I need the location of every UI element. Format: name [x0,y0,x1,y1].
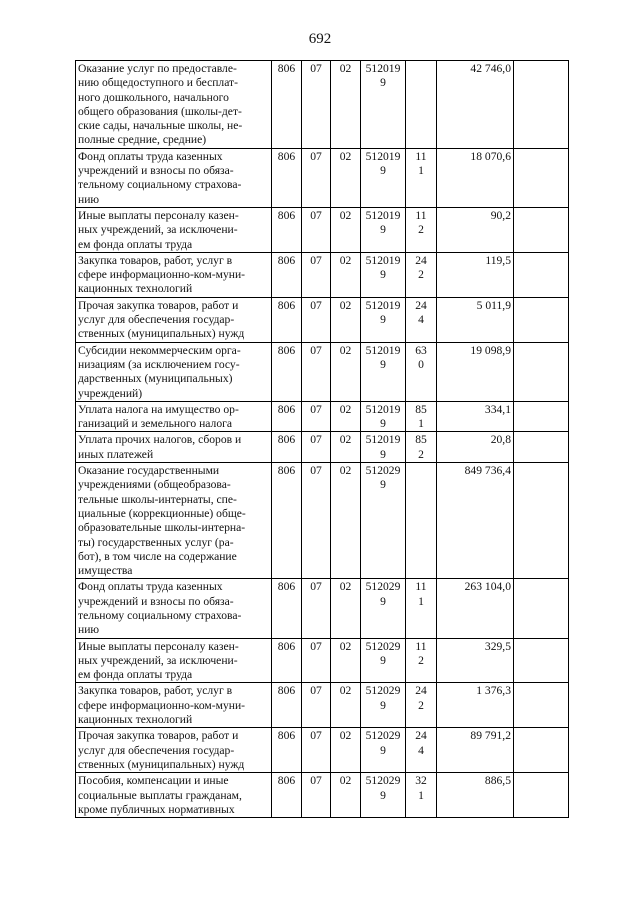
target-article-code-line: 512019 [365,62,401,75]
target-article-code-line: 512029 [365,464,401,478]
table-row [76,61,569,149]
description-line: услуг для обеспечения государ- [78,313,235,327]
expense-type-code [406,432,437,463]
subsection-code: 02 [331,148,361,207]
subsection-code: 02 [331,401,361,432]
expense-type-code [406,207,437,252]
description-line: ственных (муниципальных) нужд [78,327,245,341]
section-code: 07 [302,728,331,773]
description-line: Прочая закупка товаров, работ и [78,729,239,743]
description-line: учреждений и взносы по обяза- [78,594,234,608]
empty-cell [514,207,569,252]
target-article-code [361,297,406,342]
table-row [76,207,569,252]
description-line: ганизаций и земельного налога [78,417,233,431]
row-description [76,207,272,252]
description-line: образовательные школы-интерна- [78,521,246,535]
ministry-code: 806 [272,252,302,297]
amount: 5 011,9 [437,297,514,342]
empty-cell [514,683,569,728]
expense-type-code-line: 2 [418,447,424,461]
description-line: Пособия, компенсации и иные [78,774,229,788]
target-article-code [361,252,406,297]
empty-cell [514,342,569,401]
description-line: ем фонда оплаты труда [78,668,193,682]
description-line: социальные выплаты гражданам, [78,788,242,802]
description-line: имущества [78,564,133,578]
subsection-code: 02 [331,773,361,818]
subsection-code: 02 [331,463,361,579]
description-line: ские сады, начальные школы, не- [78,119,243,133]
expense-type-code-line: 2 [418,653,424,667]
row-description [76,401,272,432]
description-line: Иные выплаты персоналу казен- [78,639,239,653]
empty-cell [514,773,569,818]
section-code: 07 [302,61,331,149]
description-line: кационных технологий [78,713,193,727]
ministry-code: 806 [272,683,302,728]
description-line: ных учреждений, за исключени- [78,223,238,237]
subsection-code: 02 [331,342,361,401]
section-code: 07 [302,638,331,683]
description-line: бот), в том числе на содержание [78,549,237,563]
expense-type-code-line: 1 [418,788,424,802]
row-description [76,61,272,149]
target-article-code [361,61,406,149]
expense-type-code [406,148,437,207]
target-article-code-line: 9 [380,478,386,492]
ministry-code: 806 [272,773,302,818]
row-description [76,463,272,579]
target-article-code-line: 512029 [365,774,401,788]
expense-type-code-line: 24 [415,298,427,312]
target-article-code-line: 512019 [365,208,401,222]
target-article-code-line: 9 [380,698,386,712]
description-line: Иные выплаты персоналу казен- [78,208,239,222]
subsection-code: 02 [331,579,361,638]
row-description [76,579,272,638]
description-line: тельные школы-интернаты, спе- [78,492,237,506]
row-description [76,342,272,401]
description-line: ем фонда оплаты труда [78,237,193,251]
target-article-code [361,432,406,463]
expense-type-code [406,579,437,638]
expense-type-code-line: 1 [418,594,424,608]
expense-type-code-line: 11 [415,580,427,594]
amount: 849 736,4 [437,463,514,579]
expense-type-code [406,683,437,728]
description-line: циальные (коррекционные) обще- [78,506,246,520]
budget-table-body [76,61,569,818]
amount: 334,1 [437,401,514,432]
section-code: 07 [302,401,331,432]
description-line: Закупка товаров, работ, услуг в [78,253,233,267]
table-row [76,463,569,579]
empty-cell [514,728,569,773]
target-article-code-line: 512019 [365,402,401,416]
empty-cell [514,148,569,207]
target-article-code [361,683,406,728]
target-article-code [361,463,406,579]
expense-type-code [406,297,437,342]
expense-type-code-line: 1 [418,164,424,178]
description-line: дарственных (муниципальных) [78,372,233,386]
target-article-code-line: 9 [380,653,386,667]
target-article-code-line: 9 [380,76,386,90]
description-line: Оказание государственными [78,464,220,478]
subsection-code: 02 [331,728,361,773]
target-article-code-line: 512029 [365,639,401,653]
row-description [76,297,272,342]
section-code: 07 [302,207,331,252]
subsection-code: 02 [331,207,361,252]
empty-cell [514,61,569,149]
ministry-code: 806 [272,579,302,638]
table-row [76,297,569,342]
amount: 1 376,3 [437,683,514,728]
description-line: иных платежей [78,447,154,461]
target-article-code-line: 512019 [365,298,401,312]
expense-type-code [406,638,437,683]
target-article-code-line: 9 [380,357,386,371]
expense-type-code [406,342,437,401]
target-article-code-line: 512019 [365,433,401,447]
description-line: сфере информационно-ком-муни- [78,698,246,712]
expense-type-code-line: 32 [415,774,427,788]
expense-type-code [406,252,437,297]
ministry-code: 806 [272,401,302,432]
amount: 263 104,0 [437,579,514,638]
description-line: ственных (муниципальных) нужд [78,757,245,771]
row-description [76,728,272,773]
row-description [76,432,272,463]
target-article-code [361,401,406,432]
description-line: Субсидии некоммерческим орга- [78,343,241,357]
row-description [76,638,272,683]
ministry-code: 806 [272,148,302,207]
section-code: 07 [302,148,331,207]
subsection-code: 02 [331,297,361,342]
table-row [76,728,569,773]
expense-type-code [406,773,437,818]
target-article-code-line: 512019 [365,343,401,357]
expense-type-code-line: 2 [418,223,424,237]
target-article-code-line: 512029 [365,729,401,743]
target-article-code [361,148,406,207]
description-line: общего образования (школы-дет- [78,104,242,118]
table-row [76,252,569,297]
section-code: 07 [302,297,331,342]
expense-type-code-line: 24 [415,729,427,743]
description-line: тельному социальному страхова- [78,178,242,192]
expense-type-code-line: 11 [415,639,427,653]
section-code: 07 [302,773,331,818]
expense-type-code-line: 85 [415,402,427,416]
expense-type-code-line: 1 [418,417,424,431]
amount: 42 746,0 [437,61,514,149]
description-line: Уплата прочих налогов, сборов и [78,433,242,447]
description-line: учреждений) [78,386,143,400]
expense-type-code [406,463,437,579]
table-row [76,432,569,463]
target-article-code-line: 9 [380,164,386,178]
target-article-code-line: 512019 [365,149,401,163]
expense-type-code-line: 0 [418,357,424,371]
table-row [76,579,569,638]
table-row [76,401,569,432]
empty-cell [514,432,569,463]
expense-type-code-line: 4 [418,313,424,327]
description-line: Оказание услуг по предоставле- [78,62,237,75]
row-description [76,148,272,207]
budget-table [75,60,569,818]
subsection-code: 02 [331,252,361,297]
target-article-code [361,342,406,401]
target-article-code-line: 9 [380,447,386,461]
description-line: полные средние, средние) [78,133,207,147]
empty-cell [514,579,569,638]
subsection-code: 02 [331,683,361,728]
expense-type-code-line: 11 [415,208,427,222]
row-description [76,773,272,818]
description-line: Прочая закупка товаров, работ и [78,298,239,312]
expense-type-code-line: 24 [415,253,427,267]
table-row [76,773,569,818]
description-line: услуг для обеспечения государ- [78,743,235,757]
table-row [76,342,569,401]
amount: 89 791,2 [437,728,514,773]
description-line: кационных технологий [78,282,193,296]
ministry-code: 806 [272,463,302,579]
target-article-code-line: 9 [380,223,386,237]
target-article-code-line: 9 [380,417,386,431]
table-row [76,148,569,207]
amount: 20,8 [437,432,514,463]
description-line: тельному социальному страхова- [78,608,242,622]
amount: 886,5 [437,773,514,818]
expense-type-code-line: 63 [415,343,427,357]
ministry-code: 806 [272,297,302,342]
description-line: нию общедоступного и бесплат- [78,76,238,90]
amount: 18 070,6 [437,148,514,207]
description-line: кроме публичных нормативных [78,802,235,816]
section-code: 07 [302,463,331,579]
expense-type-code-line: 11 [415,149,427,163]
target-article-code-line: 9 [380,313,386,327]
description-line: низациям (за исключением госу- [78,357,240,371]
description-line: нию [78,192,100,206]
row-description [76,252,272,297]
amount: 90,2 [437,207,514,252]
description-line: учреждений и взносы по обяза- [78,164,234,178]
expense-type-code [406,61,437,149]
subsection-code: 02 [331,61,361,149]
ministry-code: 806 [272,61,302,149]
ministry-code: 806 [272,638,302,683]
expense-type-code [406,401,437,432]
section-code: 07 [302,432,331,463]
target-article-code-line: 9 [380,788,386,802]
description-line: сфере информационно-ком-муни- [78,268,246,282]
target-article-code-line: 9 [380,268,386,282]
target-article-code [361,638,406,683]
section-code: 07 [302,683,331,728]
table-row [76,638,569,683]
ministry-code: 806 [272,207,302,252]
target-article-code-line: 512029 [365,580,401,594]
subsection-code: 02 [331,432,361,463]
target-article-code-line: 9 [380,743,386,757]
target-article-code [361,728,406,773]
target-article-code-line: 9 [380,594,386,608]
expense-type-code [406,728,437,773]
expense-type-code-line: 2 [418,268,424,282]
description-line: ного дошкольного, начального [78,90,229,104]
target-article-code [361,773,406,818]
target-article-code [361,579,406,638]
expense-type-code-line: 4 [418,743,424,757]
description-line: Фонд оплаты труда казенных [78,580,223,594]
table-row [76,683,569,728]
ministry-code: 806 [272,728,302,773]
empty-cell [514,297,569,342]
subsection-code: 02 [331,638,361,683]
target-article-code [361,207,406,252]
page-number: 692 [308,31,332,47]
target-article-code-line: 512019 [365,253,401,267]
description-line: Уплата налога на имущество ор- [78,402,239,416]
expense-type-code-line: 85 [415,433,427,447]
empty-cell [514,463,569,579]
section-code: 07 [302,252,331,297]
expense-type-code-line: 2 [418,698,424,712]
description-line: учреждениями (общеобразова- [78,478,231,492]
empty-cell [514,252,569,297]
empty-cell [514,638,569,683]
ministry-code: 806 [272,432,302,463]
row-description [76,683,272,728]
description-line: нию [78,623,100,637]
empty-cell [514,401,569,432]
description-line: ты) государственных услуг (ра- [78,535,234,549]
description-line: Фонд оплаты труда казенных [78,149,223,163]
ministry-code: 806 [272,342,302,401]
amount: 119,5 [437,252,514,297]
target-article-code-line: 512029 [365,684,401,698]
description-line: Закупка товаров, работ, услуг в [78,684,233,698]
amount: 19 098,9 [437,342,514,401]
expense-type-code-line: 24 [415,684,427,698]
section-code: 07 [302,579,331,638]
section-code: 07 [302,342,331,401]
description-line: ных учреждений, за исключени- [78,653,238,667]
amount: 329,5 [437,638,514,683]
